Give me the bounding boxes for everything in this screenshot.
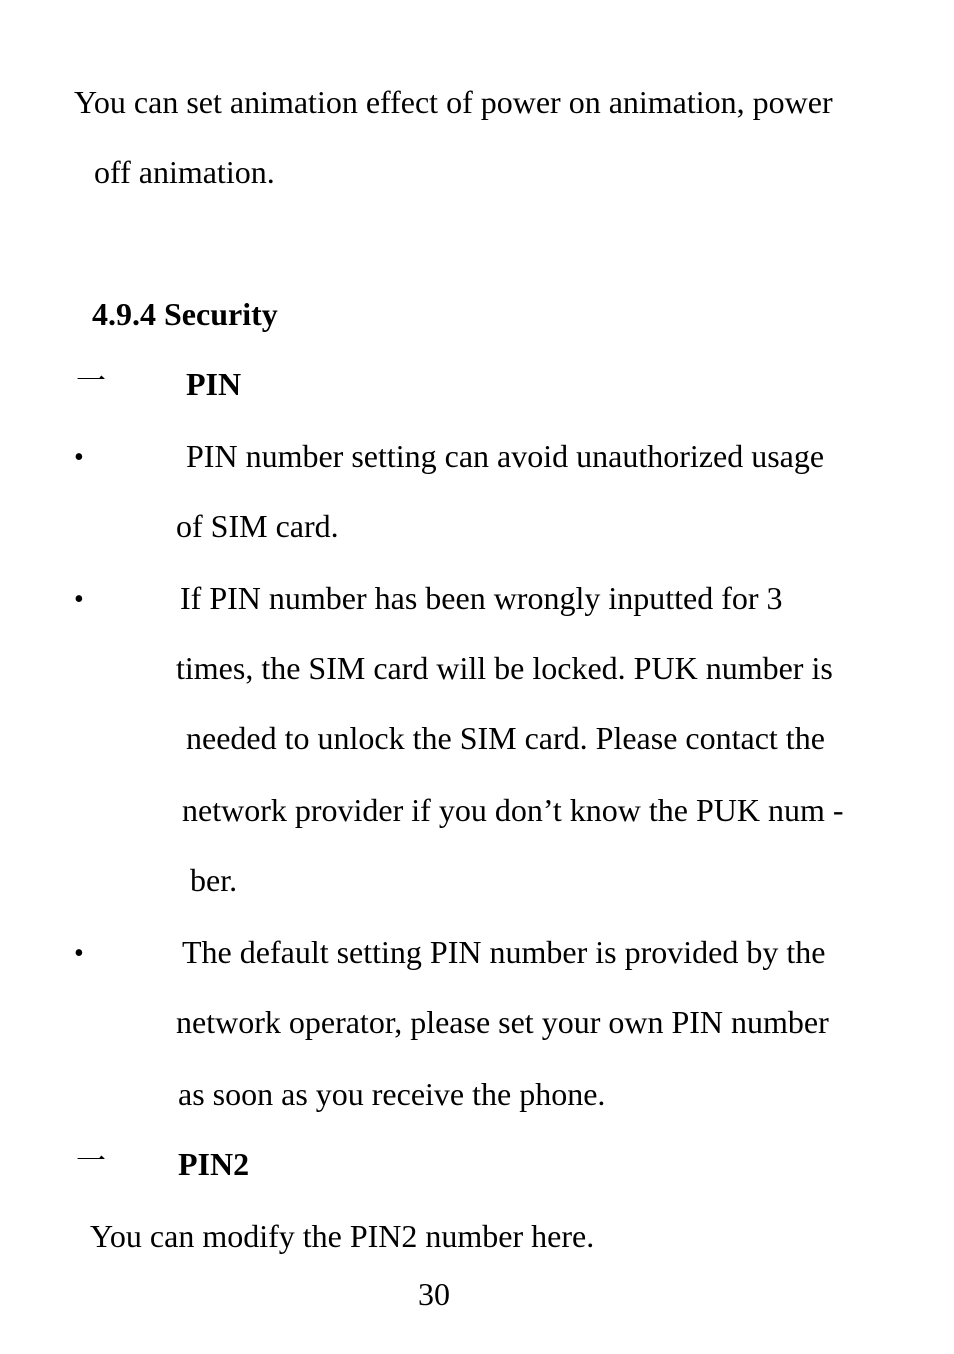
bullet-icon: •	[74, 584, 84, 615]
bullet-3-line-2: network operator, please set your own PIN number	[176, 1004, 829, 1040]
bullet-2-line-1: If PIN number has been wrongly inputted for 3	[180, 580, 783, 616]
bullet-3-line-1: The default setting PIN number is provided by the	[182, 934, 826, 970]
intro-line-2: off animation.	[94, 154, 275, 190]
bullet-2-line-4: network provider if you don’t know the PUK num -	[182, 792, 844, 828]
intro-line-1: You can set animation effect of power on animation, power	[74, 84, 833, 120]
bullet-icon: •	[74, 938, 84, 969]
pin-title: PIN	[186, 366, 242, 402]
bullet-2-line-5: ber.	[190, 862, 238, 898]
section-heading: 4.9.4 Security	[92, 296, 278, 332]
bullet-2-line-2: times, the SIM card will be locked. PUK number is	[176, 650, 833, 686]
pin2-description: You can modify the PIN2 number here.	[90, 1218, 595, 1254]
pin2-dash-marker: 一	[76, 1145, 106, 1178]
bullet-1-line-1: PIN number setting can avoid unauthorized usage	[186, 438, 825, 474]
pin2-title: PIN2	[178, 1146, 250, 1182]
bullet-1-line-2: of SIM card.	[176, 508, 339, 544]
pin-dash-marker: 一	[76, 365, 106, 398]
page-number: 30	[418, 1276, 450, 1312]
bullet-2-line-3: needed to unlock the SIM card. Please contact the	[186, 720, 825, 756]
bullet-3-line-3: as soon as you receive the phone.	[178, 1076, 606, 1112]
bullet-icon: •	[74, 442, 84, 473]
